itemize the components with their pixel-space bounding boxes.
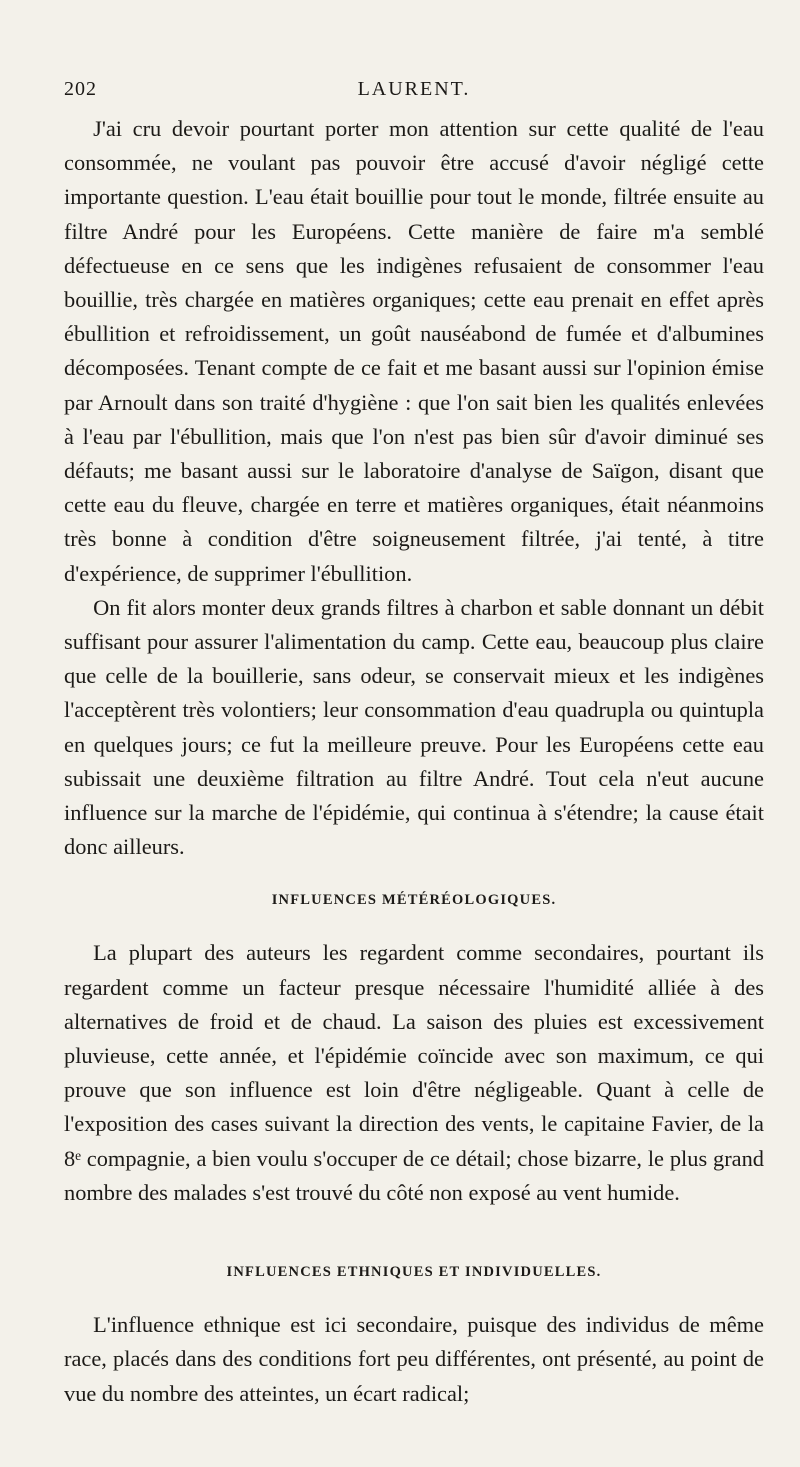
section-heading-meteorological: INFLUENCES MÉTÉRÉOLOGIQUES. [271, 892, 557, 909]
body-text [64, 112, 764, 1411]
page-number: 202 [64, 78, 97, 100]
paragraph-water-quality: J'ai cru devoir pourtant porter mon attention sur cette qualité de l'eau consommée, ne voulant pas pouvoir être accusé d'avoir négligé cette importante question. L'eau était bouillie pour tout le monde, filtrée ensuite au filtre André pour les Européens. Cette manière de faire m'a semblé défectueuse en ce sens que les indigènes refusaient de consommer l'eau bouillie, très chargée en matières organiques; cette eau prenait en effet après ébullition et refroidissement, un goût nauséabond de fumée et d'albumines décomposées. Tenant compte de ce fait et me basant aussi sur l'opinion émise par Arnoult dans son traité d'hygiène : que l'on sait bien les qualités enlevées à l'eau par l'ébullition, mais que l'on n'est pas bien sûr d'avoir diminué ses défauts; me basant aussi sur le laboratoire d'analyse de Saïgon, disant que cette eau du fleuve, chargée en terre et matières organiques, était néanmoins très bonne à condition d'être soigneusement filtrée, j'ai tenté, à titre d'expérience, de supprimer l'ébullition. [64, 116, 764, 586]
section-heading-ethnic: INFLUENCES ETHNIQUES ET INDIVIDUELLES. [226, 1264, 602, 1281]
paragraph-ethnic: L'influence ethnique est ici secondaire, puisque des individus de même race, placés dans des conditions fort peu différentes, ont présenté, au point de vue du nombre des atteintes, un écart radical; [64, 1312, 764, 1406]
document-page [64, 78, 764, 1411]
running-header [64, 78, 764, 112]
running-title: LAURENT. [357, 78, 471, 100]
paragraph-filters: On fit alors monter deux grands filtres à charbon et sable donnant un débit suffisant pour assurer l'alimentation du camp. Cette eau, beaucoup plus claire que celle de la bouillerie, sans odeur, se conservait mieux et les indigènes l'acceptèrent très volontiers; leur consommation d'eau quadrupla ou quintupla en quelques jours; ce fut la meilleure preuve. Pour les Européens cette eau subissait une deuxième filtration au filtre André. Tout cela n'eut aucune influence sur la marche de l'épidémie, qui continua à s'étendre; la cause était donc ailleurs. [64, 594, 764, 860]
paragraph-meteorological: La plupart des auteurs les regardent comme secondaires, pourtant ils regardent comme un facteur presque nécessaire l'humidité alliée à des alternatives de froid et de chaud. La saison des pluies est excessivement pluvieuse, cette année, et l'épidémie coïncide avec son maximum, ce qui prouve que son influence est loin d'être négligeable. Quant à celle de l'exposition des cases suivant la direction des vents, le capitaine Favier, de la 8ᵉ compagnie, a bien voulu s'occuper de ce détail; chose bizarre, le plus grand nombre des malades s'est trouvé du côté non exposé au vent humide. [64, 940, 764, 1205]
